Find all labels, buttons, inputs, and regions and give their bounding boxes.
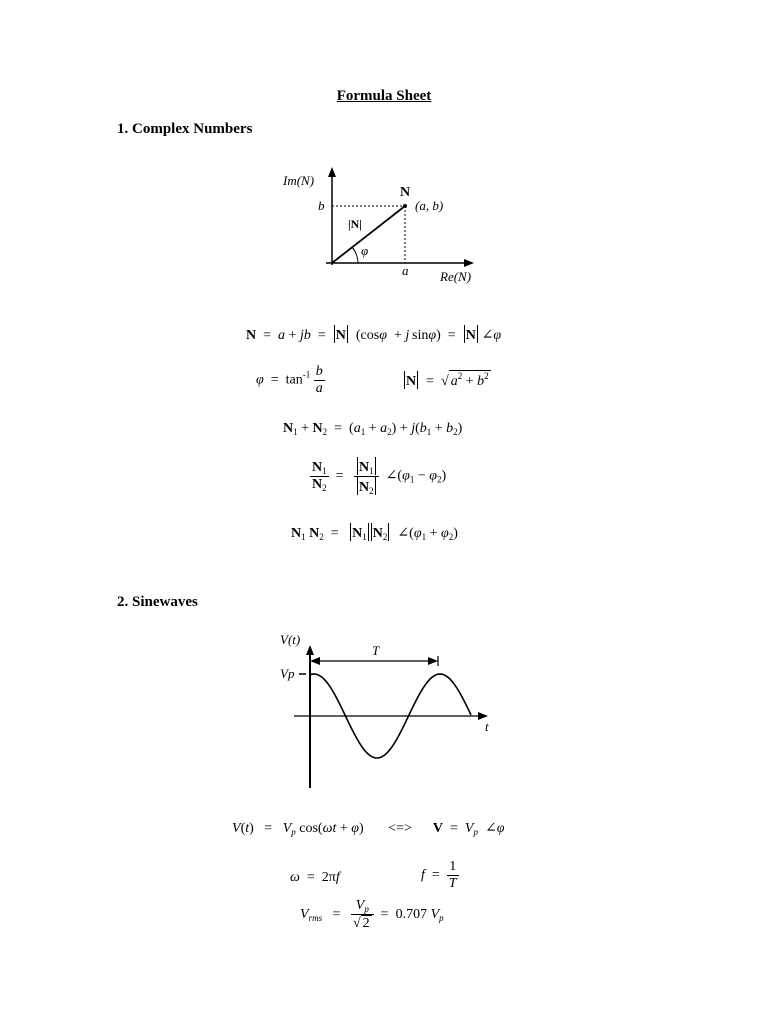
re-axis-arrow: [464, 259, 474, 267]
eq-division: $\frac{N_1}{N_2}$ = $\frac{N_1}{N_2}$ $\angle(\varphi_1 - \varphi_2)$: [310, 457, 446, 496]
eq-angular-frequency: ω = 2πf: [290, 870, 340, 885]
period-arrow-left: [310, 657, 320, 665]
a-label: a: [402, 263, 409, 278]
eq-addition: $N_1 + N_2 = (a_1 + a_2) + j(b_1 + b_2)$: [283, 421, 463, 437]
vt-label: V(t): [280, 632, 301, 647]
vector-n: [332, 206, 405, 263]
point-n: [403, 204, 407, 208]
vp-label: Vp: [280, 666, 295, 681]
section-heading-sinewaves: 2. Sinewaves: [117, 594, 198, 610]
eq-frequency: f = $\frac{1}{T}$: [421, 859, 457, 891]
point-label: N: [400, 185, 411, 200]
angle-label: φ: [361, 243, 369, 258]
im-axis-arrow: [328, 167, 336, 177]
complex-plane-diagram: [270, 165, 510, 290]
eq-polar-form: N = a + jb = N (cosφ + j sinφ) = N ∠φ: [246, 325, 501, 344]
eq-time-domain: $V(t) = V_p$ cos(ωt + φ) <=> $V = V_p$ ∠φ: [232, 821, 505, 837]
eq-multiplication: $N_1$ $N_2 = N_1$ $N_2$ $\angle(\varphi_1 + \varphi_2)$: [291, 523, 458, 542]
t-label: t: [485, 719, 489, 734]
eq-phase-angle: $\varphi = \tan^{-1}$ $\frac{b}{a}$: [256, 364, 323, 396]
page-title: Formula Sheet: [336, 88, 432, 104]
eq-magnitude: N = √ $a^2 + b^2$: [406, 371, 489, 389]
point-coords: (a, b): [415, 198, 444, 213]
b-label: b: [318, 198, 325, 213]
period-label: T: [372, 643, 380, 658]
magnitude-label: |N|: [348, 217, 362, 231]
section-heading-complex-numbers: 1. Complex Numbers: [117, 121, 253, 137]
period-arrow-right: [428, 657, 438, 665]
angle-arc: [352, 247, 358, 263]
sinewave-diagram: [270, 628, 510, 793]
eq-rms: $V_{rms}$ = $\frac{V_p}{√ 2}$ = 0.707 $V_p$: [300, 898, 444, 931]
vt-axis-arrow: [306, 645, 314, 655]
re-axis-label: Re(N): [440, 269, 472, 284]
im-axis-label: Im(N): [283, 173, 315, 188]
